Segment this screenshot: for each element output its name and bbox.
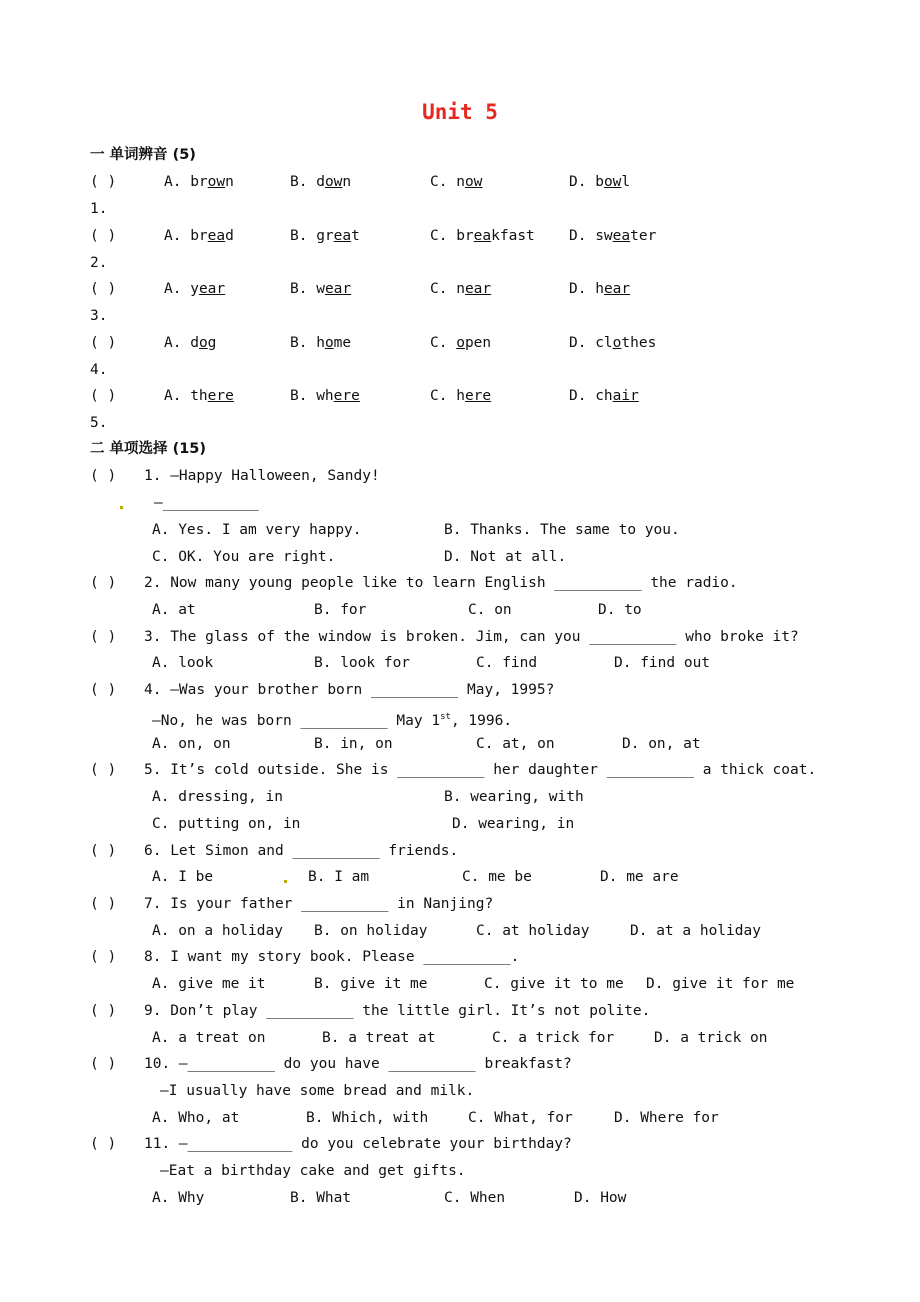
option-b: B. on holiday (314, 923, 428, 939)
answer-paren[interactable]: ( ) (90, 468, 117, 484)
answer-paren[interactable]: ( ) (90, 1136, 117, 1152)
page-title: Unit 5 (422, 100, 498, 124)
answer-paren[interactable]: ( ) (90, 682, 117, 698)
option-b: B. in, on (314, 736, 393, 752)
option-a: A. a treat on (152, 1030, 266, 1046)
option-b: B. for (314, 602, 367, 618)
option-a: A. at (152, 602, 196, 618)
reply-line: —No, he was born __________ May 1st, 1996. (152, 712, 513, 729)
option-b: B. I am (308, 869, 370, 885)
underlined-letters: ear (198, 281, 226, 297)
answer-paren[interactable]: ( ) (90, 896, 117, 912)
underlined-letters: ow (464, 174, 483, 190)
option-c: C. at, on (476, 736, 555, 752)
option-d: D. me are (600, 869, 679, 885)
underlined-letters: ere (333, 388, 360, 404)
question-stem: 1. —Happy Halloween, Sandy! (144, 468, 380, 484)
question-stem: 3. The glass of the window is broken. Jim, can you __________ who broke it? (144, 629, 799, 645)
option-d: D. clothes (569, 334, 657, 351)
option-b: B. Thanks. The same to you. (444, 522, 680, 538)
option-c: C. What, for (468, 1110, 573, 1126)
option-c: C. now (430, 174, 483, 190)
option-c: C. open (430, 334, 492, 351)
underlined-letters: ea (333, 227, 352, 244)
option-c: C. at holiday (476, 923, 590, 939)
option-a: A. on, on (152, 736, 231, 752)
underlined-letters: ear (464, 281, 492, 297)
item-number: 1. (90, 201, 108, 217)
option-c: C. breakfast (430, 227, 535, 244)
option-c: C. a trick for (492, 1030, 615, 1046)
option-d: D. give it for me (646, 976, 795, 992)
option-d: D. find out (614, 655, 711, 671)
underlined-letters: ea (612, 227, 631, 244)
option-a: A. Why (152, 1190, 205, 1206)
underlined-letters: o (324, 334, 334, 351)
answer-paren[interactable]: ( ) (90, 334, 117, 351)
underlined-letters: air (612, 388, 639, 404)
option-b: B. wear (290, 281, 352, 297)
option-c: C. on (468, 602, 512, 618)
option-d: D. wearing, in (452, 816, 575, 832)
question-stem: 6. Let Simon and __________ friends. (144, 843, 459, 859)
answer-paren[interactable]: ( ) (90, 843, 117, 859)
item-number: 5. (90, 415, 108, 431)
option-a: A. look (152, 655, 214, 671)
item-number: 4. (90, 361, 108, 378)
option-a: A. Yes. I am very happy. (152, 522, 362, 538)
question-stem: 2. Now many young people like to learn English __________ the radio. (144, 575, 738, 591)
option-b: B. give it me (314, 976, 428, 992)
option-a: A. I be (152, 869, 214, 885)
reply-line: —Eat a birthday cake and get gifts. (160, 1163, 466, 1179)
option-c: C. me be (462, 869, 532, 885)
option-d: D. on, at (622, 736, 701, 752)
underlined-letters: ow (603, 174, 622, 190)
option-d: D. Not at all. (444, 549, 567, 565)
option-d: D. sweater (569, 227, 657, 244)
question-stem: 9. Don’t play __________ the little girl. It’s not polite. (144, 1003, 651, 1019)
option-c: C. putting on, in (152, 816, 301, 832)
option-d: D. to (598, 602, 642, 618)
reply-line: —I usually have some bread and milk. (160, 1083, 475, 1099)
option-a: A. on a holiday (152, 923, 283, 939)
option-d: D. hear (569, 281, 631, 297)
stray-dot (284, 880, 287, 883)
option-c: C. near (430, 281, 492, 297)
option-d: D. Where for (614, 1110, 719, 1126)
answer-paren[interactable]: ( ) (90, 949, 117, 965)
stray-dot (120, 506, 123, 509)
option-a: A. Who, at (152, 1110, 240, 1126)
question-stem: 4. —Was your brother born __________ May, 1995? (144, 682, 555, 698)
underlined-letters: o (198, 334, 208, 351)
option-a: A. dog (164, 334, 217, 351)
answer-paren[interactable]: ( ) (90, 1056, 117, 1072)
underlined-letters: ow (207, 174, 226, 190)
option-d: D. at a holiday (630, 923, 761, 939)
underlined-letters: o (612, 334, 622, 351)
item-number: 2. (90, 254, 108, 271)
answer-paren[interactable]: ( ) (90, 629, 117, 645)
question-stem: 5. It’s cold outside. She is __________ her daughter __________ a thick coat. (144, 762, 817, 778)
option-c: C. give it to me (484, 976, 624, 992)
option-d: D. bowl (569, 174, 631, 190)
option-d: D. chair (569, 388, 639, 404)
answer-paren[interactable]: ( ) (90, 1003, 117, 1019)
option-b: B. great (290, 227, 360, 244)
answer-paren[interactable]: ( ) (90, 281, 117, 297)
underlined-letters: ea (207, 227, 226, 244)
option-a: A. there (164, 388, 234, 404)
option-b: B. What (290, 1190, 352, 1206)
underlined-letters: ear (324, 281, 352, 297)
option-a: A. brown (164, 174, 234, 190)
underlined-letters: o (456, 334, 465, 351)
option-b: B. Which, with (306, 1110, 429, 1126)
option-d: D. a trick on (654, 1030, 768, 1046)
option-a: A. give me it (152, 976, 266, 992)
option-a: A. bread (164, 227, 234, 244)
underlined-letters: ow (324, 174, 343, 190)
answer-paren[interactable]: ( ) (90, 388, 117, 404)
answer-paren[interactable]: ( ) (90, 575, 117, 591)
option-b: B. down (290, 174, 352, 190)
item-number: 3. (90, 308, 108, 324)
option-d: D. How (574, 1190, 627, 1206)
underlined-letters: ere (207, 388, 234, 404)
underlined-letters: ere (464, 388, 492, 404)
option-b: B. look for (314, 655, 411, 671)
option-b: B. home (290, 334, 352, 351)
question-stem: 11. —____________ do you celebrate your birthday? (144, 1136, 572, 1152)
question-stem: 10. —__________ do you have __________ breakfast? (144, 1056, 572, 1072)
option-a: A. dressing, in (152, 789, 283, 805)
underlined-letters: ea (473, 227, 492, 244)
option-c: C. OK. You are right. (152, 549, 336, 565)
answer-paren[interactable]: ( ) (90, 174, 117, 190)
section-heading-2: 二 单项选择 (15) (90, 441, 207, 457)
answer-paren[interactable]: ( ) (90, 227, 117, 244)
option-b: B. where (290, 388, 360, 404)
underlined-letters: ear (603, 281, 631, 297)
option-b: B. wearing, with (444, 789, 584, 805)
option-c: C. find (476, 655, 538, 671)
reply-blank: —___________ (154, 495, 259, 511)
question-stem: 8. I want my story book. Please __________. (144, 949, 520, 965)
option-c: C. here (430, 388, 492, 404)
option-a: A. year (164, 281, 226, 297)
option-c: C. When (444, 1190, 506, 1206)
question-stem: 7. Is your father __________ in Nanjing? (144, 896, 494, 912)
section-heading-1: 一 单词辨音 (5) (90, 147, 196, 163)
answer-paren[interactable]: ( ) (90, 762, 117, 778)
option-b: B. a treat at (322, 1030, 436, 1046)
